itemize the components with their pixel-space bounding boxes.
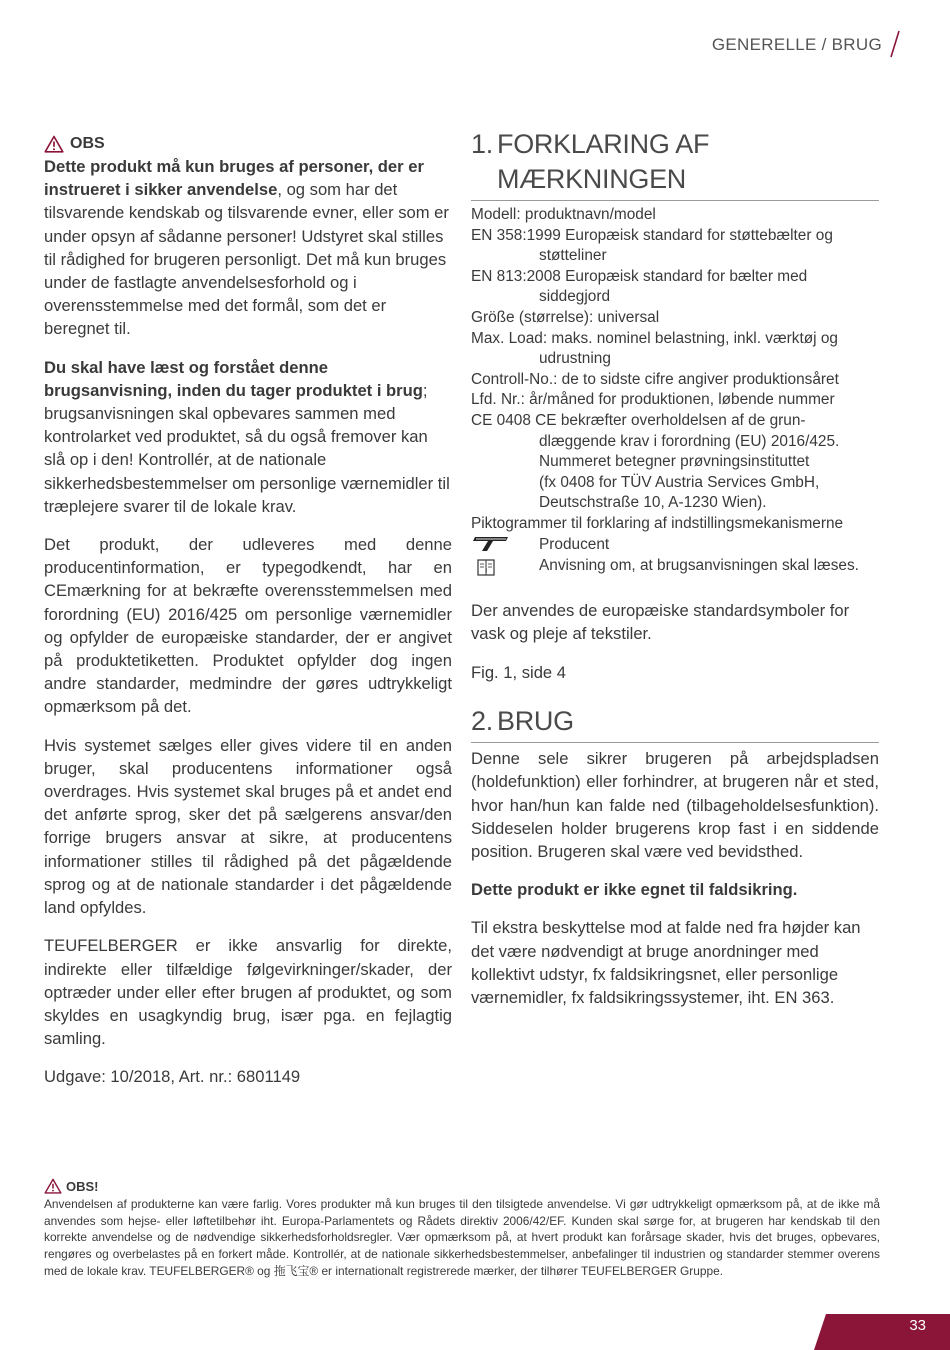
section-1-number: 1. <box>471 129 493 159</box>
marking-item-continuation: Nummeret betegner prøvningsinstituttet <box>539 453 810 471</box>
marking-item-text: Max. Load: maks. nominel belastning, inkl. værktøj og <box>471 329 838 347</box>
authorized-users-bold: Dette produkt må kun bruges af personer, der er instrueret i sikker anvendelse <box>44 157 424 200</box>
footer-notice-text: Anvendelsen af produkterne kan være farlig. Vores produkter må kun bruges til den tilsigtede anvendelse. Vi gør udtrykkeligt opmærksom på, at de ikke må anvendes som hejse- eller løftetilbehør iht. Europa-Parlamentets og Rådets direktiv 2006/42/EF. Kunden skal sørge for, at brugeren har kendskab til den korrekte anvendelse og de nødvendige sikkerhedsforholdsregler. Vær opmærksom på, at hvert produkt kan forårsage skader, hvis det bruges, opbevares, rengøres og overbelastes på en forkert måde. Kontrollér, at de nationale sikkerhedsbestemmelser, anbefalinger til industrien og standarder stemmer overens med de lokale krav. TEUFELBERGER® og 拖飞宝® er internationalt registrerede mærker, der tilhører TEUFELBERGER Gruppe. <box>44 1197 880 1278</box>
marking-item <box>471 390 879 411</box>
marking-item <box>471 205 879 226</box>
pictogram-manual-row <box>471 556 879 577</box>
marking-item-continuation: (fx 0408 for TÜV Austria Services GmbH, <box>539 473 820 491</box>
pictogram-manual-label: Anvisning om, at brugsanvisningen skal læses. <box>539 556 859 574</box>
marking-item-text: Piktogrammer til forklaring af indstillingsmekanismerne <box>471 514 844 532</box>
marking-item <box>471 226 879 267</box>
marking-item-continuation: støtteliner <box>539 247 607 265</box>
page-number-tab <box>814 1314 950 1350</box>
section-2-title-text: BRUG <box>497 706 574 737</box>
section-1-title <box>471 127 879 197</box>
marking-item <box>471 411 879 514</box>
page-number: 33 <box>909 1317 926 1334</box>
marking-item <box>471 308 879 329</box>
footer-notice <box>44 1176 880 1280</box>
left-column <box>44 133 452 1102</box>
section-1-title-line1: FORKLARING AF <box>497 129 710 159</box>
section-2-number: 2. <box>471 706 493 737</box>
marking-item-continuation: dlæggende krav i forordning (EU) 2016/425. <box>539 432 840 450</box>
read-manual-book-icon <box>473 557 499 577</box>
marking-item-continuation: siddegjord <box>539 288 611 306</box>
paragraph-ce-conformity: Det produkt, der udleveres med denne producentinformation, er typegodkendt, har en CEmærkning for at bekræfte overensstemmelsen med forordning (EU) 2016/425 om personlige værnemidler og opfylder de europæiske standarder, der er angivet på produktetiketten. Produktet opfylder dog ingen andre standarder, medmindre der gøres udtrykkeligt opmærksom på det. <box>44 535 452 717</box>
marking-item-text: CE 0408 CE bekræfter overholdelsen af de grun- <box>471 411 806 429</box>
not-fall-arrest-bold: Dette produkt er ikke egnet til faldsikring. <box>471 880 798 900</box>
footer-warning-triangle-icon <box>44 1178 62 1194</box>
pictogram-producer-row <box>471 535 879 556</box>
marking-item <box>471 267 879 308</box>
pictogram-producer-label: Producent <box>539 535 610 553</box>
obs-label: OBS <box>70 135 105 152</box>
marking-item-continuation: Deutschstraße 10, A-1230 Wien). <box>539 494 767 512</box>
marking-item-text: EN 358:1999 Europæisk standard for støttebælter og <box>471 226 833 244</box>
paragraph-care-symbols: Der anvendes de europæiske standardsymboler for vask og pleje af tekstiler. <box>471 600 850 643</box>
marking-item-text: Lfd. Nr.: år/måned for produktionen, løbende nummer <box>471 391 835 409</box>
authorized-users-text: , og som har det tilsvarende kendskab og tilsvarende evner, eller som er under opsyn af sådanne personer! Udstyret skal stilles til rådighed for brugeren personligt. Det må kun bruges under de fastlagte anvendelsesforhold og i overensstemmelse med det formål, som det er beregnet til. <box>44 180 449 339</box>
svg-text:i: i <box>485 568 488 574</box>
paragraph-usage: Denne sele sikrer brugeren på arbejdspladsen (holdefunktion) eller forhindrer, at brugeren når et sted, hvor han/hun kan falde ned (tilbageholdelsesfunktion). Siddeselen holder brugerens krop fast i en siddende position. Brugeren skal være ved bevidsthed. <box>471 749 879 861</box>
marking-item-text: Größe (størrelse): universal <box>471 308 660 326</box>
marking-item <box>471 514 879 535</box>
markings-list <box>471 205 879 535</box>
running-header: GENERELLE / BRUG <box>711 35 882 54</box>
paragraph-not-fall-arrest <box>471 878 879 901</box>
footer-obs-heading <box>44 1176 880 1196</box>
section-2-title <box>471 704 879 739</box>
paragraph-extra-protection: Til ekstra beskyttelse mod at falde ned fra højder kan det være nødvendigt at bruge anordninger med kollektivt udstyr, fx faldsikringsnet, eller personlige værnemidler, fx faldsikringssystemer, iht. EN 363. <box>471 918 861 1007</box>
marking-item <box>471 329 879 370</box>
paragraph-resale: Hvis systemet sælges eller gives videre til en anden bruger, skal producentens informationer også overdrages. Hvis systemet skal bruges på et andet end det anførte sprog, sker det på sælgerens ansvar/den forrige brugers ansvar at sikre, at producentens informationer stilles til rådighed på det pågældende sprog og at de nationale standarder i det pågældende land opfyldes. <box>44 735 452 918</box>
paragraph-figure-ref: Fig. 1, side 4 <box>471 662 567 682</box>
producer-logo-icon <box>473 536 509 552</box>
obs-heading <box>44 133 452 155</box>
marking-item-text: Modell: produktnavn/model <box>471 206 656 223</box>
read-manual-bold: Du skal have læst og forstået denne brugsanvisning, inden du tager produktet i brug <box>44 357 423 400</box>
marking-item-text: EN 813:2008 Europæisk standard for bælter med <box>471 267 808 285</box>
section-1-divider <box>471 200 879 201</box>
read-manual-text: ; brugsanvisningen skal opbevares sammen med kontrolarket ved produktet, så du også fremover kan slå op i den! Kontrollér, at de nationale sikkerhedsbestemmelser om personlige værnemidler til træplejere svarer til de lokale krav. <box>44 380 450 516</box>
footer-obs-label: OBS! <box>66 1178 99 1194</box>
marking-item <box>471 370 879 391</box>
section-1-title-line2: MÆRKNINGEN <box>497 164 687 194</box>
paragraph-read-manual <box>44 356 452 518</box>
paragraph-authorized-users <box>44 155 452 341</box>
paragraph-edition: Udgave: 10/2018, Art. nr.: 6801149 <box>44 1067 301 1087</box>
marking-item-text: Controll-No.: de to sidste cifre angiver produktionsåret <box>471 370 839 388</box>
section-2-divider <box>471 742 879 743</box>
header-slash-mark <box>890 30 900 58</box>
marking-item-continuation: udrustning <box>539 350 611 368</box>
right-column <box>471 127 879 1022</box>
warning-triangle-icon <box>44 135 64 153</box>
paragraph-liability: TEUFELBERGER er ikke ansvarlig for direkte, indirekte eller tilfældige følgevirkninger/skader, der optræder under eller efter brugen af produktet, og som skyldes en usagkyndig brug, især pga. en fejlagtig samling. <box>44 936 452 1049</box>
pictogram-list <box>471 535 879 577</box>
